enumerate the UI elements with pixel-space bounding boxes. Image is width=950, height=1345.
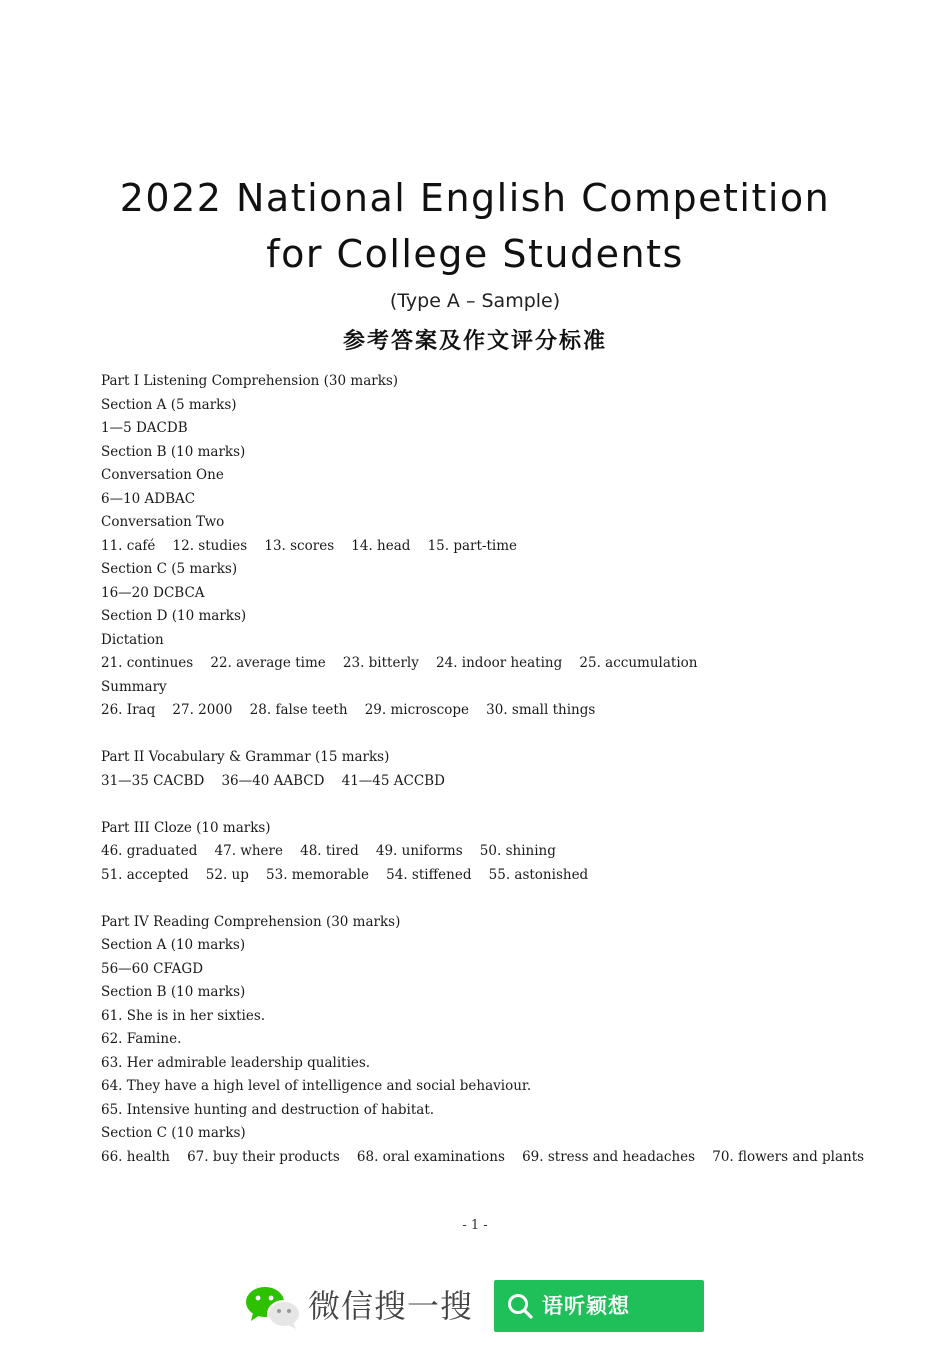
content-line: Section B (10 marks) [101,443,246,460]
content-line: Section D (10 marks) [101,608,247,624]
content-line: Part II Vocabulary & Grammar (15 marks) [101,749,390,765]
content-line: Summary [101,678,167,695]
blank-line [101,887,901,911]
content-line: 56—60 CFAGD [101,960,204,977]
wechat-icon [245,1285,301,1329]
blank-line [101,723,901,747]
search-box[interactable] [494,1280,704,1332]
content-line: Conversation One [101,467,224,483]
search-icon [506,1292,534,1320]
content-line: Section B (10 marks) [101,984,246,1000]
content-line: 65. Intensive hunting and destruction of habitat. [101,1101,435,1118]
content-line: 66. health 67. buy their products 68. oral examinations 69. stress and headaches 70. flowers and plants [101,1148,865,1165]
page-number: - 1 - [462,1218,488,1233]
content-line: 51. accepted 52. up 53. memorable 54. stiffened 55. astonished [101,866,589,883]
blank-line [101,793,901,817]
wechat-search-text: 微信搜一搜 [308,1287,474,1325]
content-line: 62. Famine. [101,1031,182,1047]
page-subtitle: (Type A – Sample) [389,290,561,312]
page-title-line-2: for College Students [266,232,684,276]
content-line: 63. Her admirable leadership qualities. [101,1054,371,1071]
content-line: 64. They have a high level of intelligence and social behaviour. [101,1078,532,1094]
content-line: Dictation [101,631,164,648]
wechat-search-banner[interactable] [0,1280,950,1332]
content-line: 31—35 CACBD 36—40 AABCD 41—45 ACCBD [101,772,445,789]
content-line: Part III Cloze (10 marks) [101,819,271,836]
page-title-line-1: 2022 National English Competition [119,176,831,220]
content-line: 21. continues 22. average time 23. bitterly 24. indoor heating 25. accumulation [101,655,698,671]
search-box-label: 语听颖想 [542,1294,630,1318]
content-line: Part I Listening Comprehension (30 marks) [101,373,399,389]
content-line: 26. Iraq 27. 2000 28. false teeth 29. microscope 30. small things [101,702,596,718]
content-line: 1—5 DACDB [101,420,188,436]
content-line: 6—10 ADBAC [101,490,196,507]
content-line: 11. café 12. studies 13. scores 14. head 15. part-time [101,537,518,554]
content-line: Section A (5 marks) [101,396,237,413]
answer-key-content [101,370,901,1169]
content-line: 16—20 DCBCA [101,584,205,601]
content-line: Section A (10 marks) [101,937,246,953]
content-line: 46. graduated 47. where 48. tired 49. uniforms 50. shining [101,843,556,859]
content-line: 61. She is in her sixties. [101,1007,266,1024]
content-line: Part IV Reading Comprehension (30 marks) [101,913,401,930]
content-line: Section C (5 marks) [101,561,238,577]
title-block [0,170,950,358]
content-line: Conversation Two [101,514,225,530]
answer-key-heading: 参考答案及作文评分标准 [342,328,607,354]
content-line: Section C (10 marks) [101,1125,246,1141]
